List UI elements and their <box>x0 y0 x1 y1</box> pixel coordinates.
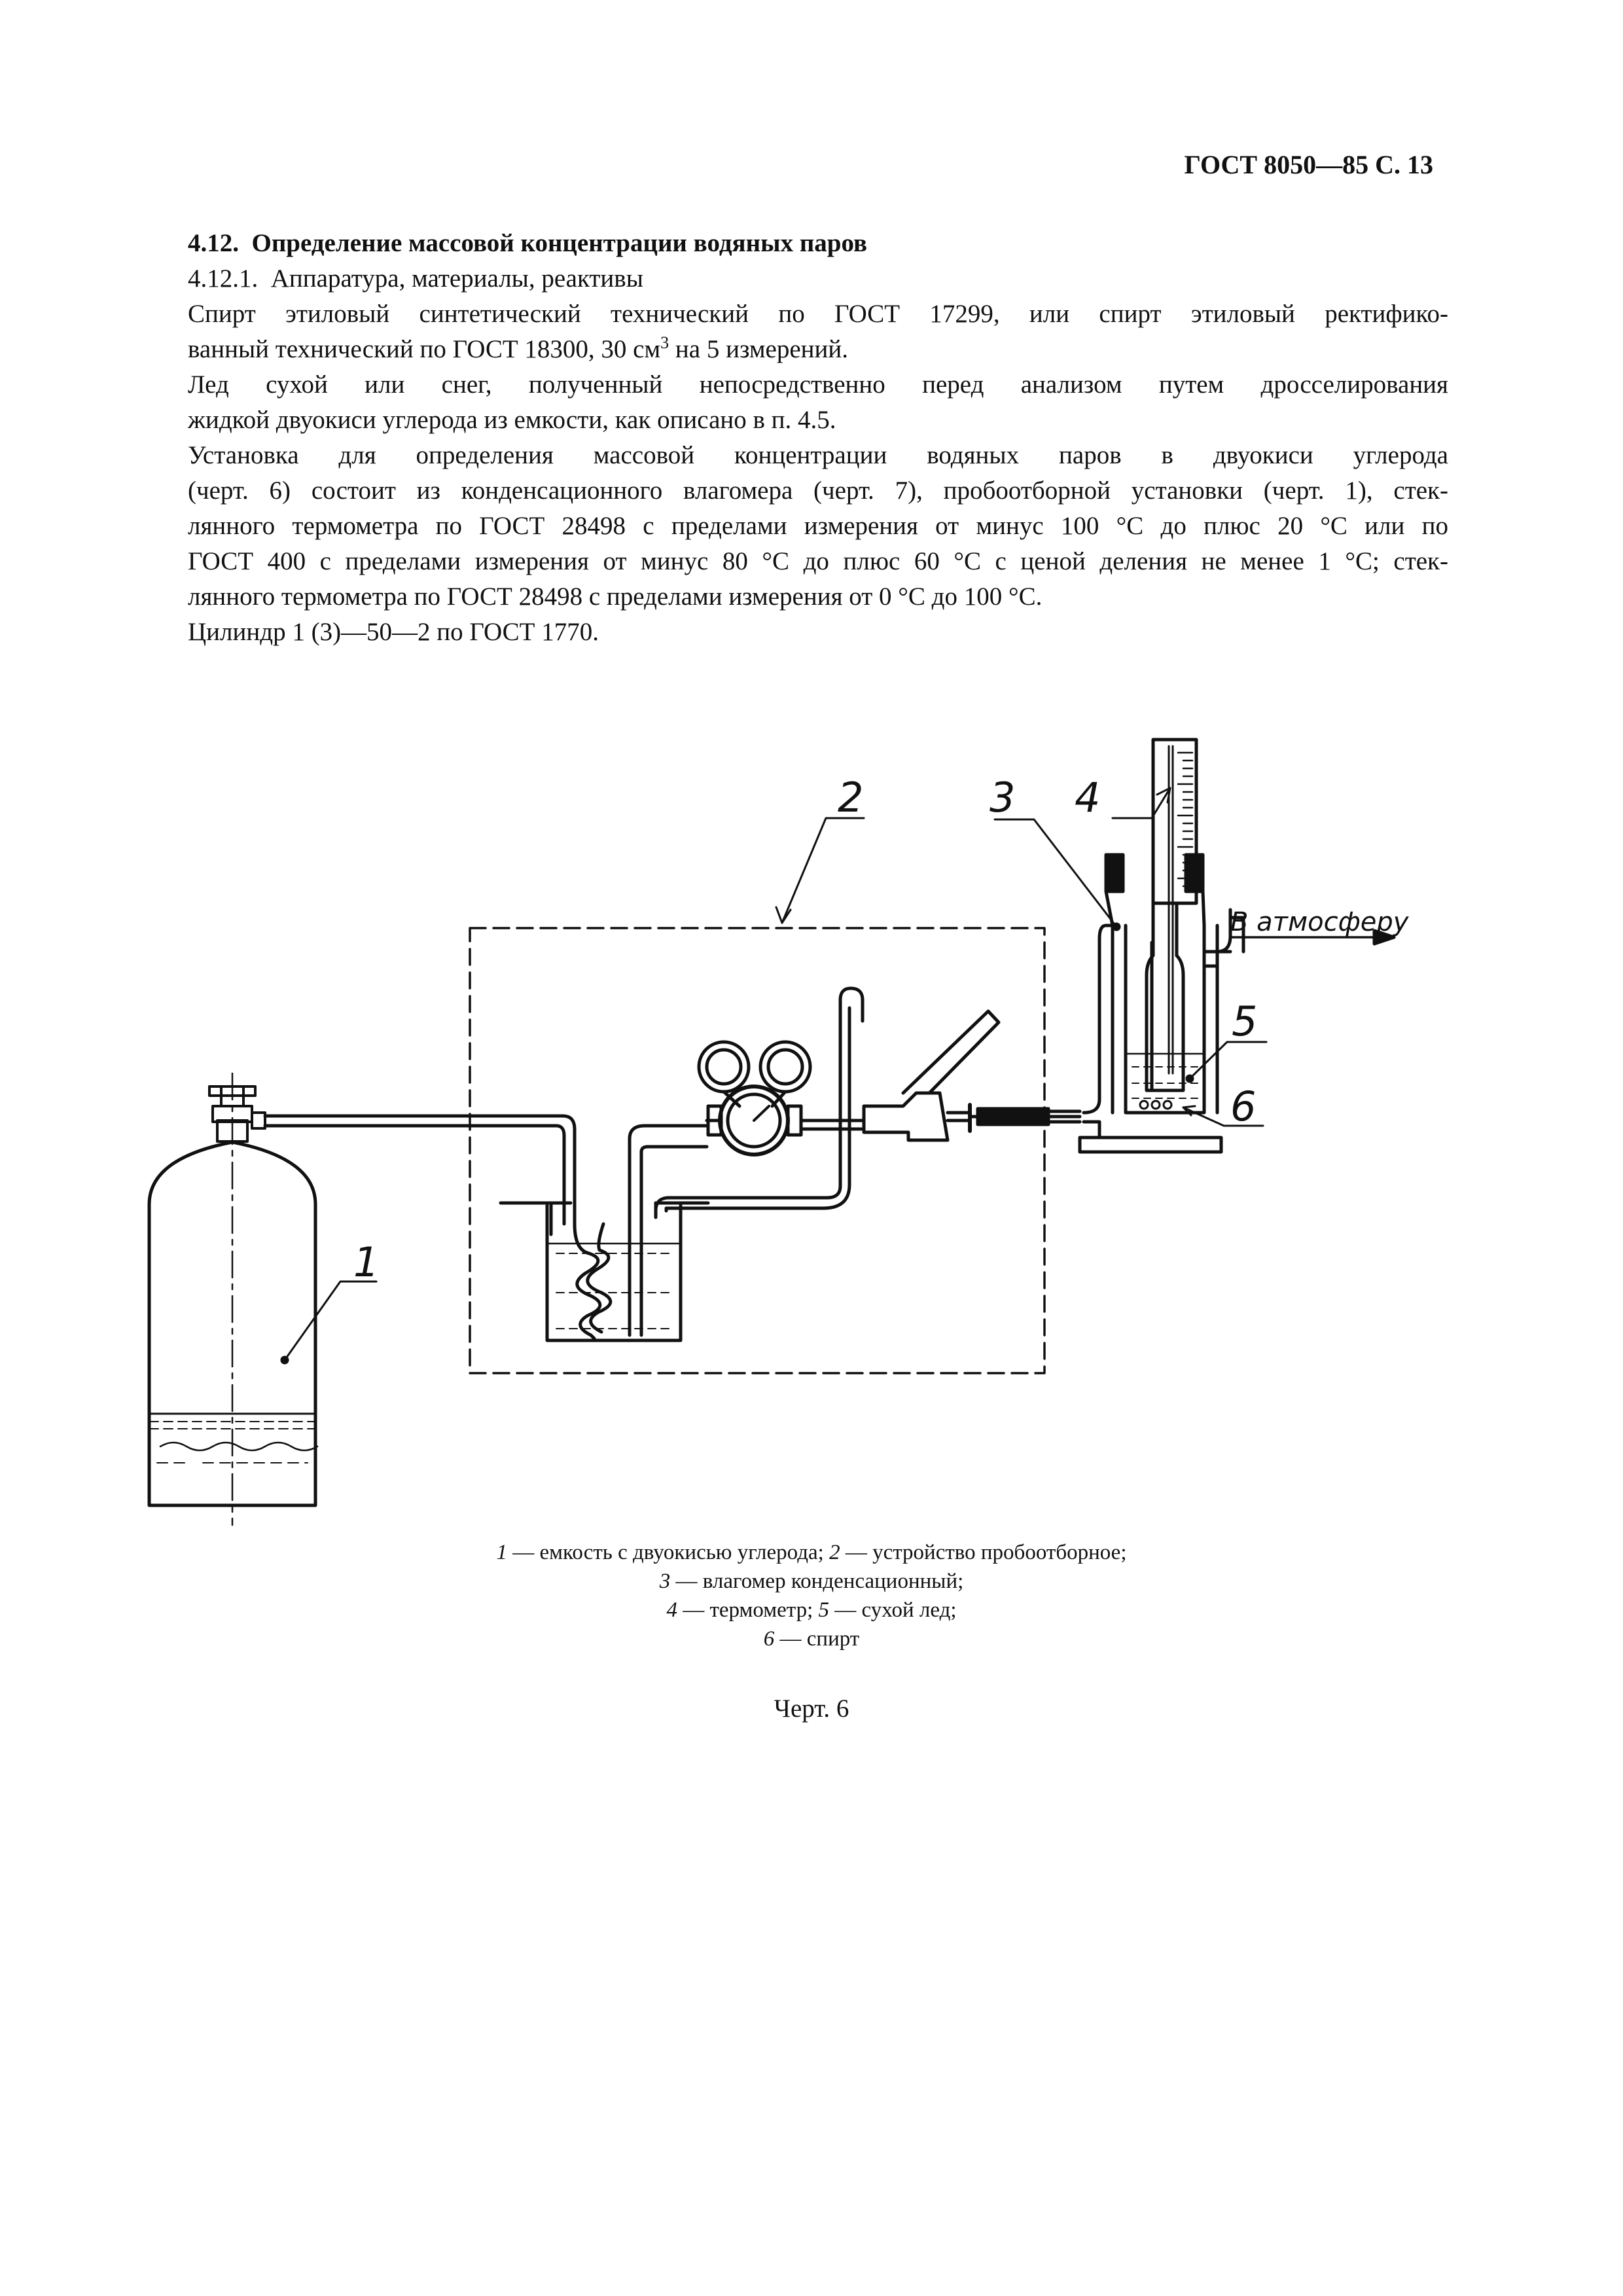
label-1: 1 <box>353 1238 380 1286</box>
label-5: 5 <box>1232 997 1258 1045</box>
paragraph-line: (черт. 6) состоит из конденсационного влагомера (черт. 7), пробоотборной установки (черт. 1), стек- <box>188 476 1448 505</box>
paragraph-fragment: на 5 измерений. <box>669 335 848 363</box>
section-number: 4.12. <box>188 229 239 257</box>
legend-number: 5 <box>818 1598 830 1622</box>
paragraph-line: лянного термометра по ГОСТ 28498 с пределами измерения от минус 100 °С до плюс 20 °С или по <box>188 512 1448 540</box>
subsection-title: Аппаратура, материалы, реактивы <box>270 264 643 293</box>
legend-number: 6 <box>763 1627 775 1651</box>
paragraph-line: Установка для определения массовой концентрации водяных паров в двуокиси углерода <box>188 441 1448 469</box>
legend-text: — сухой лед; <box>829 1598 957 1622</box>
cooling-vessel <box>501 1126 849 1340</box>
figure-title: Черт. 6 <box>774 1695 849 1723</box>
subsection-number: 4.12.1. <box>188 264 259 293</box>
paragraph-fragment: ванный технический по ГОСТ 18300, 30 см <box>188 335 661 363</box>
co2-cylinder <box>149 1073 317 1525</box>
paragraph-line: лянного термометра по ГОСТ 28498 с пределами измерения от 0 °С до 100 °С. <box>188 583 1043 611</box>
legend-text: — влагомер конденсационный; <box>670 1570 964 1593</box>
figure-legend <box>0 1538 1623 1653</box>
reducer-gauges <box>699 1042 810 1155</box>
paragraph-line: Спирт этиловый синтетический технический по ГОСТ 17299, или спирт этиловый ректифико- <box>188 300 1448 328</box>
legend-line <box>0 1567 1623 1596</box>
legend-number: 3 <box>659 1570 671 1593</box>
condensation-hygrometer <box>1080 855 1230 1152</box>
legend-text: — устройство пробоотборное; <box>840 1541 1127 1564</box>
legend-line <box>0 1624 1623 1653</box>
outlet-label: В атмосферу <box>1230 907 1409 937</box>
paragraph-line: Лед сухой или снег, полученный непосредственно перед анализом путем дросселирования <box>188 370 1448 399</box>
label-6: 6 <box>1230 1083 1257 1130</box>
paragraph-line: жидкой двуокиси углерода из емкости, как описано в п. 4.5. <box>188 406 836 434</box>
legend-number: 1 <box>496 1541 507 1564</box>
legend-number: 4 <box>666 1598 677 1622</box>
superscript: 3 <box>660 333 669 352</box>
thermometer <box>1153 740 1196 1073</box>
legend-line <box>0 1596 1623 1624</box>
page-header: ГОСТ 8050—85 С. 13 <box>1184 150 1433 179</box>
label-3: 3 <box>990 774 1016 821</box>
sampler-frame <box>470 928 1044 1373</box>
legend-text: — емкость с двуокисью углерода; <box>507 1541 830 1564</box>
legend-text: — термометр; <box>677 1598 819 1622</box>
label-2: 2 <box>838 774 864 821</box>
sampling-valve <box>801 988 1080 1140</box>
label-4: 4 <box>1075 774 1101 821</box>
paragraph-line: Цилиндр 1 (3)—50—2 по ГОСТ 1770. <box>188 618 599 646</box>
legend-number: 2 <box>829 1541 840 1564</box>
section-title: Определение массовой концентрации водяных паров <box>251 229 868 257</box>
legend-line <box>0 1538 1623 1567</box>
gas-pipe <box>265 1116 575 1224</box>
paragraph-line: ГОСТ 400 с пределами измерения от минус 80 °С до плюс 60 °С с ценой деления не менее 1 °С; стек- <box>188 547 1448 575</box>
legend-text: — спирт <box>774 1627 860 1651</box>
